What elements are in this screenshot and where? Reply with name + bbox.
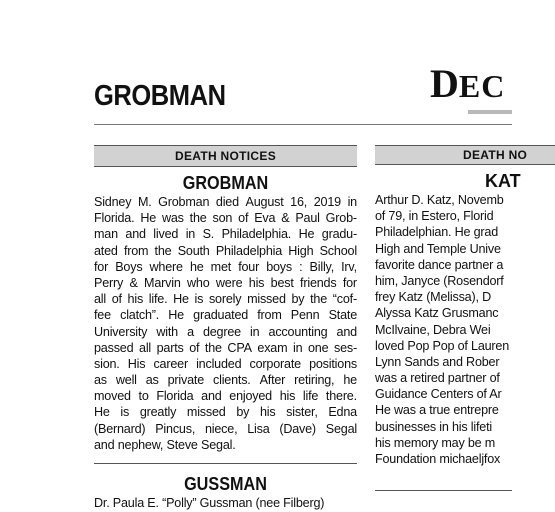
notice-name: GROBMAN: [182, 173, 269, 193]
word: by: [291, 292, 305, 307]
category-banner-right: DEATH NO: [375, 145, 555, 165]
body-line: [94, 226, 357, 242]
word: &: [281, 211, 290, 226]
word: Philadelphia: [215, 243, 283, 258]
word: were: [215, 275, 243, 290]
body-line: [94, 194, 357, 210]
word: the: [189, 211, 207, 226]
body-line: [94, 372, 357, 388]
word: Sidney: [94, 195, 132, 209]
body-line: frey Katz (Melissa), D: [375, 290, 491, 305]
word: from: [123, 243, 149, 258]
body-line: [94, 404, 357, 420]
word: degree: [202, 324, 241, 339]
word: parts: [156, 340, 184, 355]
word: and: [336, 324, 357, 339]
word: boys: [266, 259, 293, 274]
word: met: [210, 259, 232, 274]
word: August: [245, 195, 284, 209]
body-line: [94, 356, 357, 372]
word: well: [115, 373, 137, 388]
word: &: [129, 275, 138, 290]
word: from: [257, 308, 282, 323]
word: “cof-: [332, 292, 357, 307]
word: of: [111, 292, 122, 307]
word: his: [279, 389, 296, 404]
word: sion.: [94, 356, 120, 371]
body-line: [94, 210, 357, 226]
word: died: [215, 195, 239, 209]
notice-separator: [94, 463, 357, 464]
word: private: [167, 373, 205, 388]
notice-body-right: [375, 192, 512, 467]
word: there.: [325, 389, 357, 404]
body-line: Alyssa Katz Grusmanc: [375, 306, 499, 321]
word: of: [238, 211, 249, 226]
word: where: [149, 259, 183, 274]
section-title-underline: [468, 110, 512, 114]
word: Marvin: [144, 275, 181, 290]
word: M.: [137, 195, 152, 209]
word: greatly: [139, 405, 177, 420]
word: he: [189, 259, 204, 274]
body-line: McIlvaine, Debra Wei: [375, 322, 491, 337]
word: Philadelphia.: [221, 227, 292, 242]
body-line: and nephew, Steve Segal.: [94, 437, 236, 452]
word: one: [307, 340, 329, 355]
word: State: [328, 308, 357, 323]
word: Grob-: [325, 211, 357, 226]
word: moved: [94, 389, 131, 404]
body-line: was a retired partner of: [375, 371, 500, 386]
word: the: [154, 243, 172, 258]
word: Grobman: [158, 195, 210, 209]
word: He: [94, 405, 110, 420]
body-line: loved Pop Pop of Lauren: [375, 338, 510, 353]
word: retiring,: [294, 373, 335, 388]
body-line: of 79, in Estero, Florid: [375, 209, 494, 224]
word: was: [161, 211, 184, 226]
body-line: businesses in his lifeti: [375, 419, 492, 434]
word: positions: [309, 356, 357, 371]
word: sorely: [208, 292, 242, 307]
word: clients.: [213, 373, 251, 388]
obituary-headline: GROBMAN: [94, 80, 226, 112]
word: man: [94, 227, 118, 242]
word: son: [212, 211, 233, 226]
word: South: [177, 243, 210, 258]
word: a: [187, 324, 194, 339]
body-line: [94, 291, 357, 307]
word: his: [259, 405, 276, 420]
word: as: [145, 373, 159, 388]
word: and: [125, 227, 146, 242]
word: After: [259, 373, 286, 388]
body-line: Guidance Centers of Ar: [375, 387, 502, 402]
word: He: [173, 292, 189, 307]
word: He: [298, 227, 315, 242]
word: for: [342, 275, 357, 290]
word: in: [347, 195, 357, 209]
word: as: [94, 373, 107, 388]
word: Florida: [156, 389, 194, 404]
word: Pincus,: [155, 421, 196, 436]
body-line: Philadelphian. He grad: [375, 225, 499, 240]
section-title: [430, 60, 505, 107]
word: S.: [202, 227, 215, 242]
word: He: [140, 211, 157, 226]
word: fee: [94, 308, 111, 323]
word: in: [250, 324, 260, 339]
word: Segal: [325, 421, 357, 436]
right-column: [375, 145, 528, 512]
word: the: [204, 340, 222, 355]
word: exam: [257, 340, 288, 355]
header-rule: [94, 124, 512, 125]
word: life: [302, 389, 319, 404]
word: School: [319, 243, 357, 258]
word: University: [94, 324, 148, 339]
body-line: his memory may be m: [375, 435, 496, 450]
body-line: He was a true entrepre: [375, 403, 499, 418]
body-line: Foundation michaeljfox: [375, 452, 501, 466]
body-line: him, Janyce (Rosendorf: [375, 273, 504, 288]
word: enjoyed: [229, 389, 272, 404]
word: High: [288, 243, 314, 258]
word: best: [270, 275, 294, 290]
next-notice-line: Dr. Paula E. “Polly” Gussman (nee Filberg): [94, 496, 325, 510]
word: life.: [148, 292, 168, 307]
word: is: [120, 405, 130, 420]
word: included: [196, 356, 242, 371]
word: the: [310, 292, 328, 307]
word: graduated: [193, 308, 249, 323]
word: friends: [300, 275, 337, 290]
word: Boys: [115, 259, 143, 274]
word: sister,: [286, 405, 318, 420]
notice-name-right: KAT: [485, 171, 521, 191]
word: CPA: [227, 340, 252, 355]
word: missed: [186, 405, 226, 420]
word: in: [292, 340, 303, 355]
word: 16,: [290, 195, 308, 209]
word: four: [238, 259, 260, 274]
body-line: favorite dance partner a: [375, 257, 504, 272]
word: Perry: [94, 275, 124, 290]
body-line: [94, 421, 357, 437]
word: Florida.: [94, 211, 135, 226]
next-notice-body: [94, 495, 357, 511]
word: lived: [153, 227, 179, 242]
word: (Bernard): [94, 421, 146, 436]
notice-body: [94, 194, 357, 453]
word: Eva: [254, 211, 276, 226]
word: gradu-: [321, 227, 357, 242]
body-line: Arthur D. Katz, Novemb: [375, 193, 504, 207]
category-banner: DEATH NOTICES: [94, 145, 357, 167]
body-line: [94, 243, 357, 259]
word: ated: [94, 243, 118, 258]
section-title-rest: EC: [458, 68, 506, 104]
next-notice-name: GUSSMAN: [184, 474, 267, 494]
word: He: [168, 308, 184, 323]
word: Billy,: [309, 259, 335, 274]
word: clatch”.: [120, 308, 160, 323]
word: passed: [94, 340, 134, 355]
word: missed: [247, 292, 286, 307]
word: his: [127, 292, 144, 307]
word: Edna: [328, 405, 357, 420]
body-line: [94, 259, 357, 275]
word: 2019: [313, 195, 341, 209]
word: corporate: [249, 356, 301, 371]
body-line: [94, 388, 357, 404]
word: with: [156, 324, 178, 339]
body-line: [94, 307, 357, 323]
word: Irv,: [341, 259, 357, 274]
word: (Dave): [279, 421, 316, 436]
word: who: [187, 275, 210, 290]
right-notice-separator: [375, 490, 512, 491]
word: accounting: [268, 324, 328, 339]
body-line: [94, 324, 357, 340]
word: for: [94, 259, 109, 274]
body-line: [94, 275, 357, 291]
body-line: [94, 340, 357, 356]
word: all: [139, 340, 152, 355]
word: is: [194, 292, 204, 307]
word: ses-: [334, 340, 357, 355]
word: in: [185, 227, 196, 242]
word: to: [138, 389, 149, 404]
word: Paul: [295, 211, 320, 226]
word: and: [201, 389, 222, 404]
word: niece,: [204, 421, 238, 436]
section-title-initial: D: [430, 61, 459, 106]
word: His: [127, 356, 146, 371]
left-column: [94, 145, 357, 512]
body-line: High and Temple Unive: [375, 241, 501, 256]
word: Lisa: [247, 421, 270, 436]
word: of: [189, 340, 200, 355]
word: by: [236, 405, 250, 420]
word: :: [299, 259, 303, 274]
word: his: [248, 275, 265, 290]
word: career: [153, 356, 188, 371]
word: Penn: [290, 308, 320, 323]
word: all: [94, 292, 106, 307]
word: he: [343, 373, 357, 388]
body-line: Lynn Sands and Rober: [375, 354, 500, 369]
